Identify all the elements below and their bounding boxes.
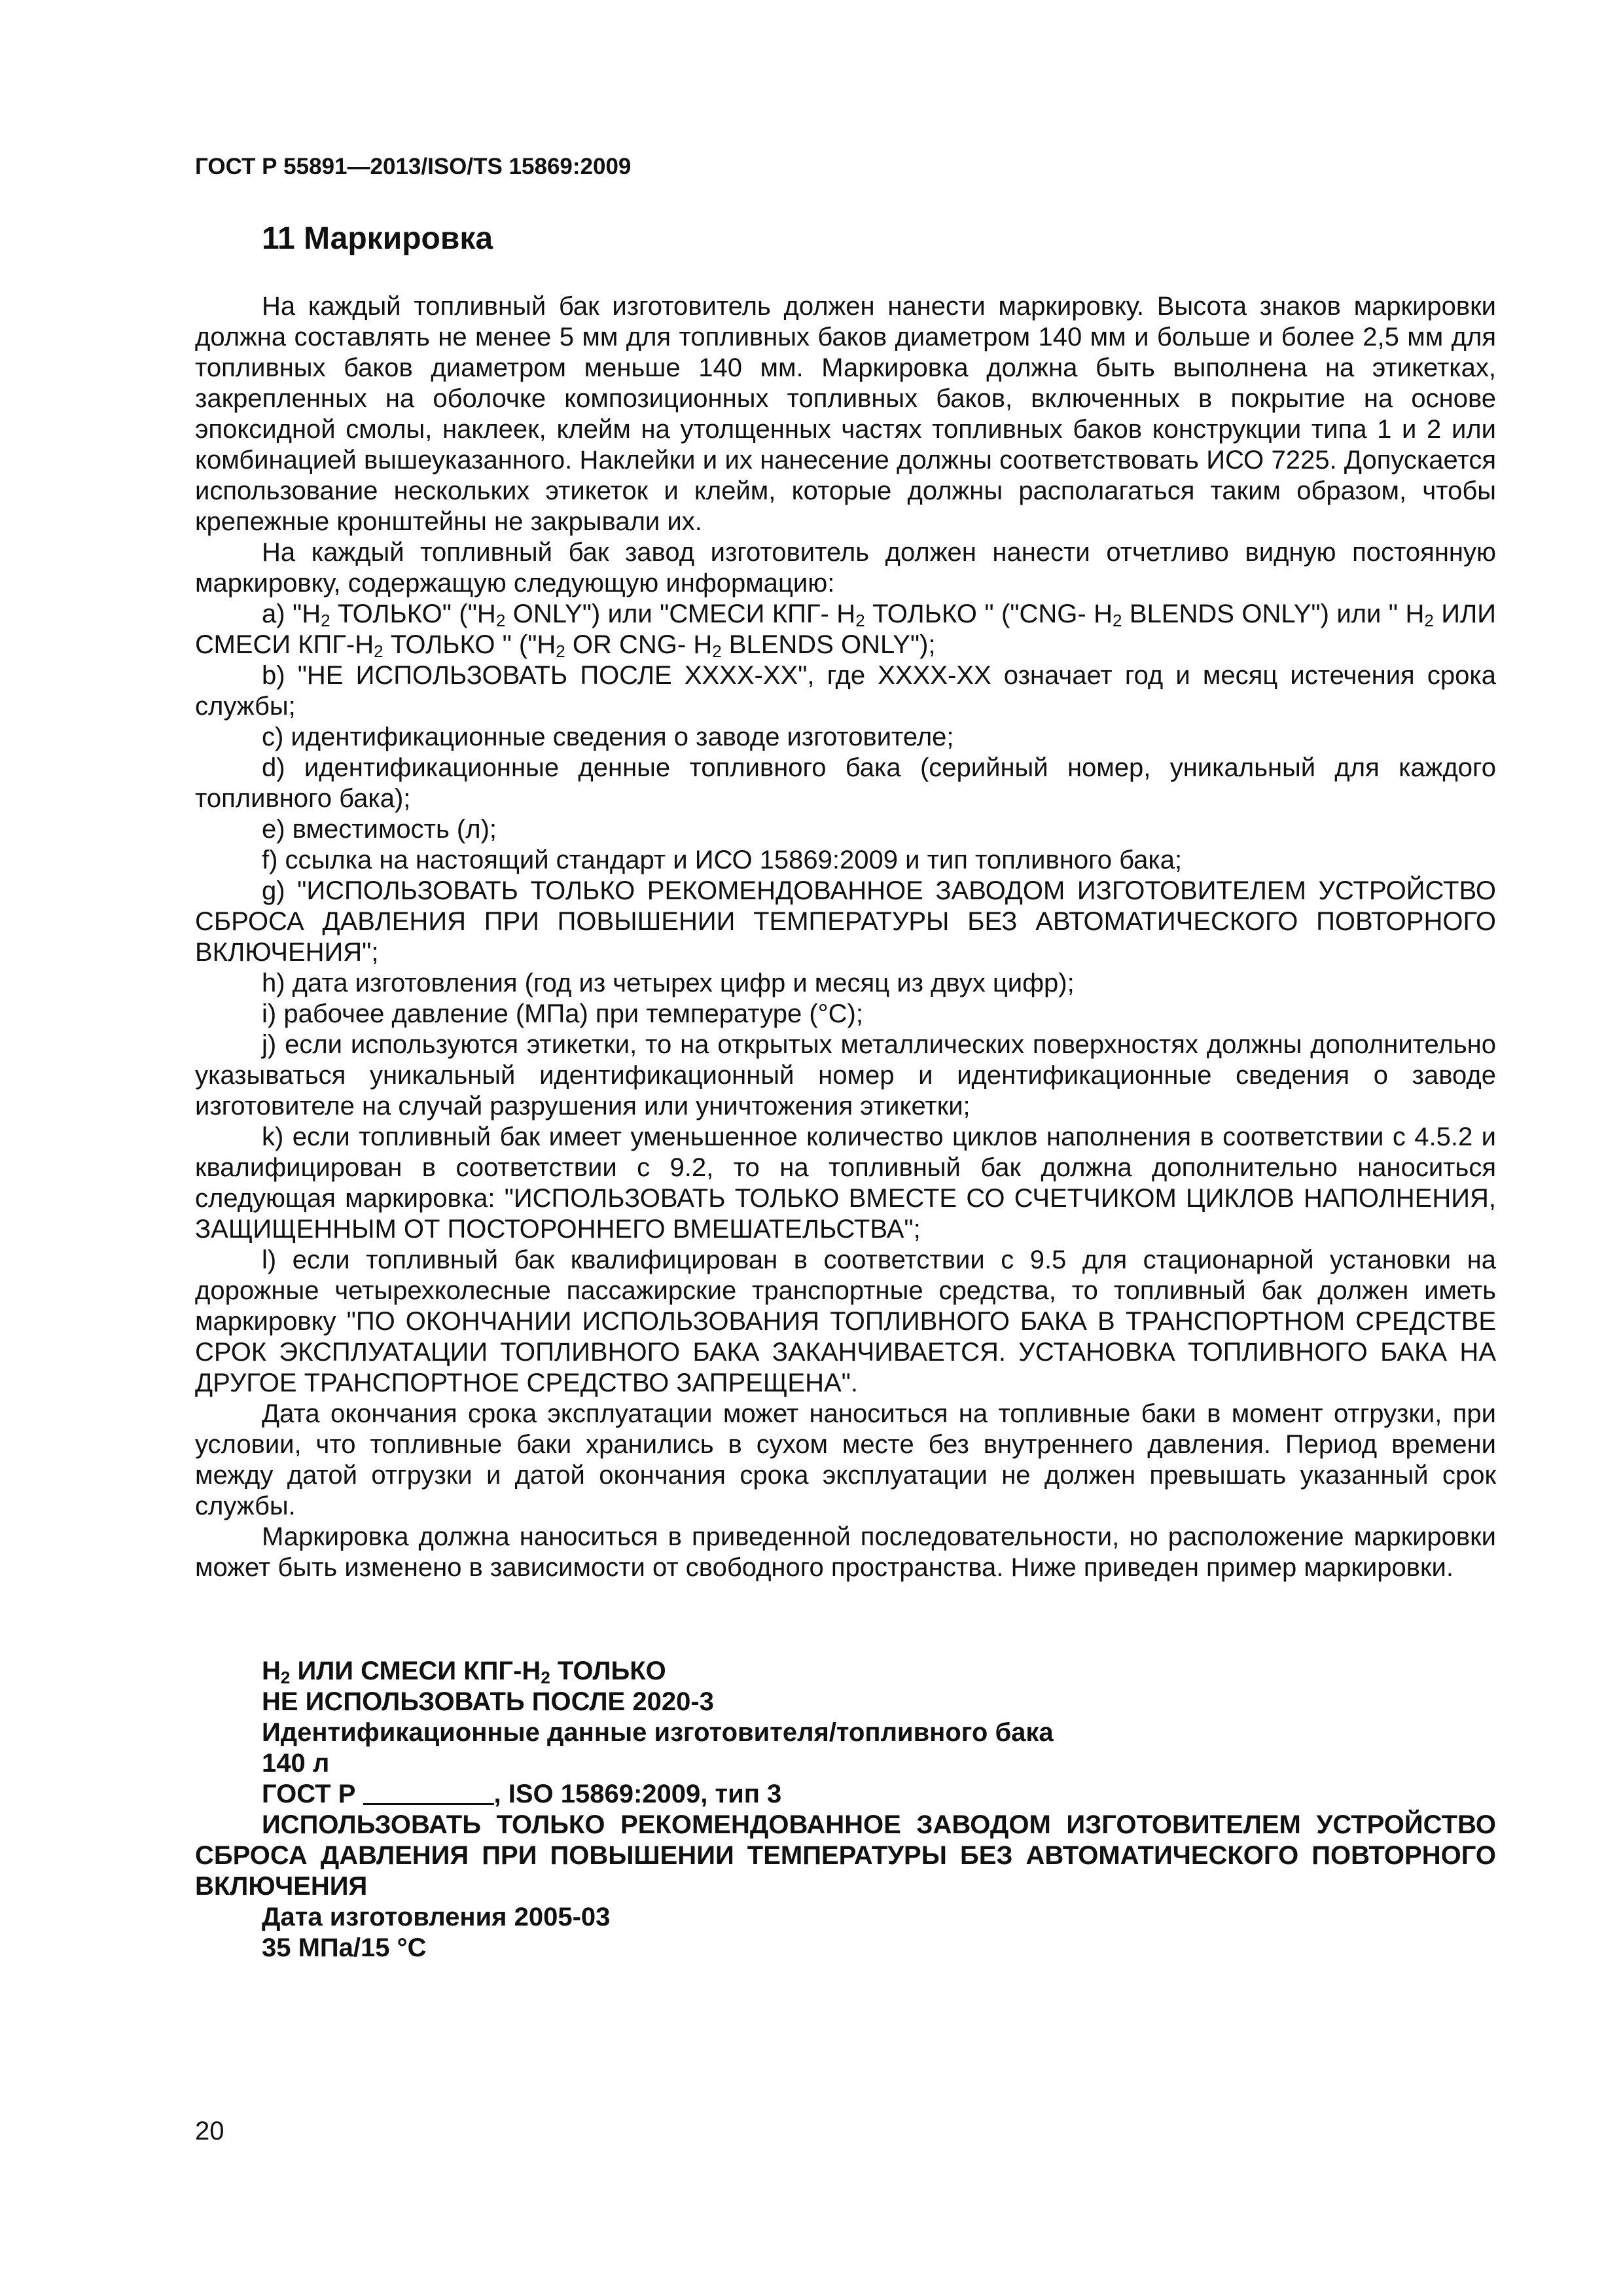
list-item-g: g) "ИСПОЛЬЗОВАТЬ ТОЛЬКО РЕКОМЕНДОВАННОЕ ЗАВОДОМ ИЗГОТОВИТЕЛЕМ УСТРОЙСТВО СБРОСА ДАВЛЕНИЯ ПРИ ПОВЫШЕНИИ ТЕМПЕРАТУРЫ БЕЗ АВТОМАТИЧЕСКОГО ПОВТОРНОГО ВКЛЮЧЕНИЯ"; [195,876,1496,967]
section-title: 11 Маркировка [262,221,493,256]
example-line-expiry: НЕ ИСПОЛЬЗОВАТЬ ПОСЛЕ 2020-3 [262,1687,714,1716]
list-item-c: c) идентификационные сведения о заводе изготовителе; [262,723,954,751]
blank-field [363,1781,494,1805]
list-item-a: а) "$H_2$ ТОЛЬКО" ("$H_2$ ONLY") или "СМЕСИ КПГ- $H_2$ ТОЛЬКО " ("CNG- $H_2$ BLENDS ONLY") или " $H_2$ ИЛИ СМЕСИ КПГ-$H_2$ ТОЛЬКО " ("$H_2$ OR CNG- $H_2$ BLENDS ONLY"); [195,600,1497,661]
example-line-standard: ГОСТ Р , ISO 15869:2009, тип 3 [262,1780,782,1808]
list-item-h: h) дата изготовления (год из четырех цифр и месяц из двух цифр); [262,969,1075,997]
example-line-manufacture-date: Дата изготовления 2005-03 [262,1903,611,1931]
marking-example [195,1656,1496,1964]
paragraph-expiry-date: Дата окончания срока эксплуатации может наноситься на топливные баки в момент отгрузки, при условии, что топливные баки хранились в сухом месте без внутреннего давления. Период времени между датой отгрузки и датой окончания срока эксплуатации не должен превышать указанный срок службы. [195,1399,1496,1520]
paragraph-info-list-intro: На каждый топливный бак завод изготовитель должен нанести отчетливо видную постоянную маркировку, содержащую следующую информацию: [195,538,1496,598]
section-body [195,291,1496,1583]
example-line-identification: Идентификационные данные изготовителя/топливного бака [262,1718,1054,1747]
list-item-j: j) если используются этикетки, то на открытых металлических поверхностях должны дополнительно указываться уникальный идентификационный номер и идентификационные сведения о заводе изготовителе на случай разрушения или уничтожения этикетки; [195,1030,1496,1121]
list-item-e: e) вместимость (л); [262,815,497,844]
list-item-i: i) рабочее давление (МПа) при температуре (°С); [262,999,863,1028]
list-item-f: f) ссылка на настоящий стандарт и ИСО 15869:2009 и тип топливного бака; [262,846,1183,874]
list-item-b: b) "НЕ ИСПОЛЬЗОВАТЬ ПОСЛЕ ХХХХ-ХХ", где ХХХХ-ХХ означает год и месяц истечения срока службы; [195,661,1496,721]
example-line-fuel: $H_2$ ИЛИ СМЕСИ КПГ-$H_2$ ТОЛЬКО [262,1657,666,1687]
document-header: ГОСТ Р 55891—2013/ISO/TS 15869:2009 [195,154,632,179]
list-item-d: d) идентификационные денные топливного бака (серийный номер, уникальный для каждого топливного бака); [195,753,1496,813]
list-item-k: k) если топливный бак имеет уменьшенное количество циклов наполнения в соответствии с 4.5.2 и квалифицирован в соответствии с 9.2, то на топливный бак должна дополнительно наноситься следующая маркировка: "ИСПОЛЬЗОВАТЬ ТОЛЬКО ВМЕСТЕ СО СЧЕТЧИКОМ ЦИКЛОВ НАПОЛНЕНИЯ, ЗАЩИЩЕННЫМ ОТ ПОСТОРОННЕГО ВМЕШАТЕЛЬСТВА"; [195,1122,1496,1244]
example-line-pressure-relief: ИСПОЛЬЗОВАТЬ ТОЛЬКО РЕКОМЕНДОВАННОЕ ЗАВОДОМ ИЗГОТОВИТЕЛЕМ УСТРОЙСТВО СБРОСА ДАВЛЕНИЯ ПРИ ПОВЫШЕНИИ ТЕМПЕРАТУРЫ БЕЗ АВТОМАТИЧЕСКОГО ПОВТОРНОГО ВКЛЮЧЕНИЯ [195,1810,1496,1901]
page-number: 20 [195,2117,224,2145]
paragraph-intro: На каждый топливный бак изготовитель должен нанести маркировку. Высота знаков маркировки должна составлять не менее 5 мм для топливных баков диаметром 140 мм и больше и более 2,5 мм для топливных баков диаметром меньше 140 мм. Маркировка должна быть выполнена на этикетках, закрепленных на оболочке композиционных топливных баков, включенных в покрытие на основе эпоксидной смолы, наклеек, клейм на утолщенных частях топливных баков конструкции типа 1 и 2 или комбинацией вышеуказанного. Наклейки и их нанесение должны соответствовать ИСО 7225. Допускается использование нескольких этикеток и клейм, которые должны располагаться таким образом, чтобы крепежные кронштейны не закрывали их. [195,292,1496,536]
list-item-l: l) если топливный бак квалифицирован в соответствии с 9.5 для стационарной установки на дорожные четырехколесные пассажирские транспортные средства, то топливный бак должен иметь маркировку "ПО ОКОНЧАНИИ ИСПОЛЬЗОВАНИЯ ТОПЛИВНОГО БАКА В ТРАНСПОРТНОМ СРЕДСТВЕ СРОК ЭКСПЛУАТАЦИИ ТОПЛИВНОГО БАКА ЗАКАНЧИВАЕТСЯ. УСТАНОВКА ТОПЛИВНОГО БАКА НА ДРУГОЕ ТРАНСПОРТНОЕ СРЕДСТВО ЗАПРЕЩЕНА". [195,1246,1496,1397]
example-line-capacity: 140 л [262,1749,330,1778]
paragraph-marking-order: Маркировка должна наноситься в приведенной последовательности, но расположение маркировки может быть изменено в зависимости от свободного пространства. Ниже приведен пример маркировки. [195,1522,1496,1582]
example-line-pressure: 35 МПа/15 °С [262,1933,427,1962]
